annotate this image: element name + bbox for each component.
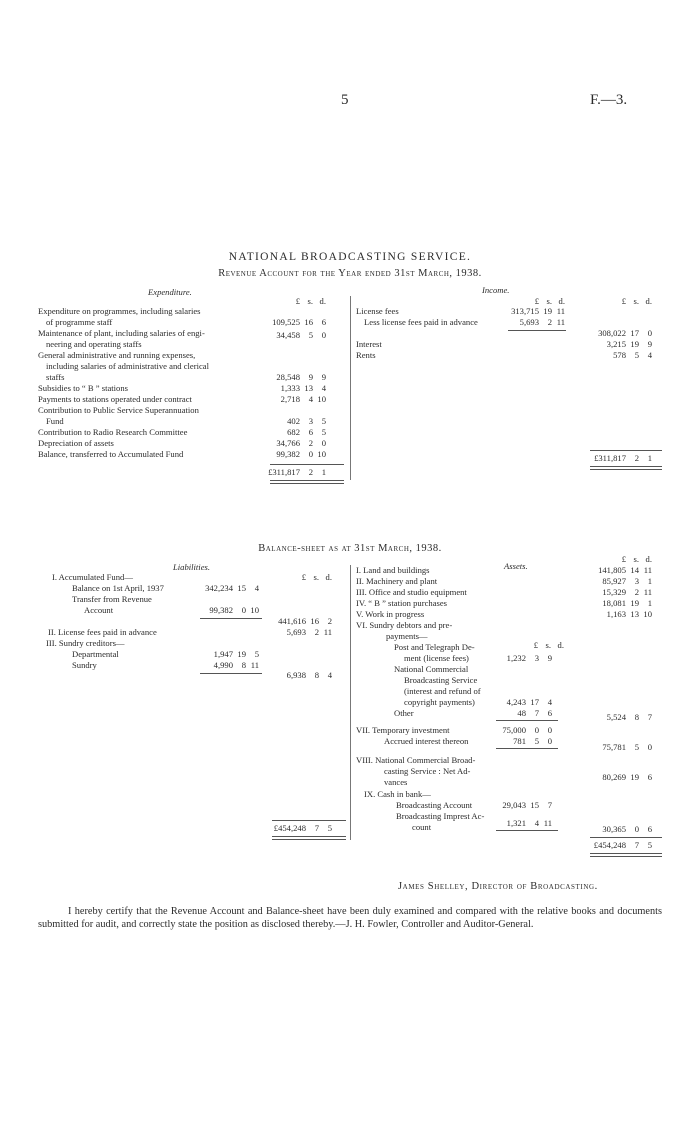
pence-label: d. bbox=[319, 296, 326, 306]
expenditure-amount: 28,548 9 9 bbox=[276, 372, 326, 382]
liabilities-total: £454,248 7 5 bbox=[273, 823, 332, 833]
asset-amount: 1,163 13 10 bbox=[606, 609, 652, 619]
licence-in-advance-amount: 5,693 2 11 bbox=[286, 627, 332, 637]
pounds-label: £ bbox=[534, 296, 539, 306]
expenditure-amount: 99,382 0 10 bbox=[276, 449, 326, 459]
ncbs-advances-label: VIII. National Commercial Broad- casting Service : Net Ad- vances bbox=[356, 755, 476, 787]
expenditure-item: Contribution to Public Service Superannuation Fund bbox=[38, 405, 199, 426]
ncbs-debtor-amount: 4,243 17 4 bbox=[506, 697, 552, 707]
departmental-label: Departmental bbox=[72, 649, 119, 659]
licence-in-advance-label: II. License fees paid in advance bbox=[48, 627, 157, 637]
cash-in-bank-total: 30,365 0 6 bbox=[602, 824, 652, 834]
balance-column-divider bbox=[350, 565, 351, 840]
pounds-label: £ bbox=[295, 296, 300, 306]
liabilities-heading: Liabilities. bbox=[173, 562, 211, 572]
imprest-account-label: Broadcasting Imprest Ac- count bbox=[396, 811, 485, 832]
expenditure-amount: 402 3 5 bbox=[287, 416, 326, 426]
fund-balance-amount: 342,234 15 4 bbox=[205, 583, 259, 593]
accumulated-fund-label: I. Accumulated Fund— bbox=[52, 572, 133, 582]
shillings-label: s. bbox=[633, 296, 639, 306]
expenditure-item: Contribution to Radio Research Committee bbox=[38, 427, 188, 437]
expenditure-item: Subsidies to “ B ” stations bbox=[38, 383, 128, 393]
creditors-subtotal-rule bbox=[200, 673, 262, 674]
fund-transfer-amount: 99,382 0 10 bbox=[209, 605, 259, 615]
income-amount: 3,215 19 9 bbox=[606, 339, 652, 349]
temporary-investment-amount: 75,000 0 0 bbox=[502, 725, 552, 735]
sundry-debtors-label: VI. Sundry debtors and pre- payments— bbox=[356, 620, 453, 641]
assets-currency-header: £ s. d. bbox=[621, 554, 652, 564]
income-net-licence-amount: 308,022 17 0 bbox=[598, 328, 652, 338]
income-total-rule bbox=[590, 450, 662, 451]
income-total: £311,817 2 1 bbox=[594, 453, 652, 463]
temporary-investment-label: VII. Temporary investment bbox=[356, 725, 450, 735]
shillings-label: s. bbox=[307, 296, 313, 306]
pounds-label: £ bbox=[621, 296, 626, 306]
liabilities-total-double-rule bbox=[272, 836, 346, 840]
asset-item: I. Land and buildings bbox=[356, 565, 430, 575]
income-heading: Income. bbox=[482, 285, 510, 295]
expenditure-item: Payments to stations operated under contract bbox=[38, 394, 192, 404]
document-title: NATIONAL BROADCASTING SERVICE. bbox=[228, 251, 472, 263]
broadcasting-account-label: Broadcasting Account bbox=[396, 800, 473, 810]
assets-total-double-rule bbox=[590, 853, 662, 857]
asset-item: IV. “ B ” station purchases bbox=[356, 598, 448, 608]
asset-amount: 18,081 19 1 bbox=[602, 598, 652, 608]
liabilities-total-rule bbox=[272, 820, 346, 821]
post-telegraph-amount: 1,232 3 9 bbox=[506, 653, 552, 663]
income-item: Less license fees paid in advance bbox=[364, 317, 478, 327]
income-item: Interest bbox=[356, 339, 382, 349]
accrued-interest-label: Accrued interest thereon bbox=[384, 736, 469, 746]
assets-total: £454,248 7 5 bbox=[593, 840, 652, 850]
revenue-column-divider bbox=[350, 296, 351, 480]
income-amount: 5,693 2 11 bbox=[519, 317, 565, 327]
page-number: 5 bbox=[341, 92, 349, 108]
fund-transfer-label: Transfer from Revenue Account bbox=[72, 594, 152, 615]
expenditure-item: Depreciation of assets bbox=[38, 438, 114, 448]
income-amount: 313,715 19 11 bbox=[511, 306, 565, 316]
expenditure-item: Expenditure on programmes, including salaries of programme staff bbox=[38, 306, 201, 327]
imprest-account-amount: 1,321 4 11 bbox=[506, 818, 552, 828]
document-reference: F.—3. bbox=[590, 92, 628, 108]
income-total-currency-header bbox=[590, 296, 652, 307]
ncbs-advances-amount: 80,269 19 6 bbox=[602, 772, 652, 782]
expenditure-currency-header bbox=[264, 296, 326, 307]
balance-sheet-heading: Balance-sheet as at 31st March, 1938. bbox=[258, 543, 442, 554]
asset-item: V. Work in progress bbox=[356, 609, 425, 619]
sundry-currency-header: £ s. d. bbox=[533, 640, 564, 650]
pence-label: d. bbox=[645, 296, 652, 306]
expenditure-item: Maintenance of plant, including salaries of engi- neering and operating staffs bbox=[38, 328, 205, 349]
creditors-total: 6,938 8 4 bbox=[286, 670, 332, 680]
temporary-investment-total: 75,781 5 0 bbox=[602, 742, 652, 752]
other-debtors-amount: 48 7 6 bbox=[517, 708, 552, 718]
shillings-label: s. bbox=[546, 296, 552, 306]
asset-amount: 85,927 3 1 bbox=[602, 576, 652, 586]
liabilities-currency-header: £ s. d. bbox=[301, 572, 332, 582]
cash-subtotal-rule bbox=[496, 830, 558, 831]
accrued-interest-amount: 781 5 0 bbox=[513, 736, 552, 746]
ncbs-debtor-label: National Commercial Broadcasting Service (interest and refund of copyright payments) bbox=[394, 664, 481, 707]
income-subtotal-rule bbox=[508, 330, 566, 331]
expenditure-amount: 2,718 4 10 bbox=[280, 394, 326, 404]
assets-heading: Assets. bbox=[504, 561, 528, 571]
expenditure-total: £311,817 2 1 bbox=[268, 467, 326, 477]
fund-balance-label: Balance on 1st April, 1937 bbox=[72, 583, 164, 593]
pence-label: d. bbox=[558, 296, 565, 306]
expenditure-total-double-rule bbox=[270, 480, 344, 484]
investment-subtotal-rule bbox=[496, 748, 558, 749]
expenditure-heading: Expenditure. bbox=[148, 287, 192, 297]
expenditure-item: General administrative and running expenses, including salaries of administrative and clerical staffs bbox=[38, 350, 209, 382]
cash-in-bank-label: IX. Cash in bank— bbox=[364, 789, 431, 799]
asset-item: III. Office and studio equipment bbox=[356, 587, 467, 597]
expenditure-amount: 109,525 16 6 bbox=[272, 317, 326, 327]
income-total-double-rule bbox=[590, 466, 662, 470]
fund-subtotal-rule bbox=[200, 618, 262, 619]
expenditure-total-rule bbox=[270, 464, 344, 465]
sundry-creditors-label: III. Sundry creditors— bbox=[46, 638, 125, 648]
expenditure-amount: 682 6 5 bbox=[287, 427, 326, 437]
asset-item: II. Machinery and plant bbox=[356, 576, 438, 586]
expenditure-item: Balance, transferred to Accumulated Fund bbox=[38, 449, 184, 459]
revenue-account-heading: Revenue Account for the Year ended 31st March, 1938. bbox=[218, 268, 482, 279]
income-item: License fees bbox=[356, 306, 399, 316]
income-item: Rents bbox=[356, 350, 376, 360]
auditor-certificate: I hereby certify that the Revenue Account and Balance-sheet have been duly examined and compared with the relative books and documents submitted for audit, and correctly state the position as disclosed thereby.—J. H. Fowler, Controller and Auditor-General. bbox=[38, 906, 662, 930]
sundry-label: Sundry bbox=[72, 660, 97, 670]
assets-total-rule bbox=[590, 837, 662, 838]
broadcasting-account-amount: 29,043 15 7 bbox=[502, 800, 552, 810]
sundry-subtotal-rule bbox=[496, 720, 558, 721]
sundry-amount: 4,990 8 11 bbox=[213, 660, 259, 670]
expenditure-amount: 34,766 2 0 bbox=[276, 438, 326, 448]
sundry-debtors-total: 5,524 8 7 bbox=[606, 712, 652, 722]
expenditure-amount: 1,333 13 4 bbox=[280, 383, 326, 393]
asset-amount: 141,805 14 11 bbox=[598, 565, 652, 575]
departmental-amount: 1,947 19 5 bbox=[213, 649, 259, 659]
other-debtors-label: Other bbox=[394, 708, 414, 718]
post-telegraph-label: Post and Telegraph De- ment (license fees) bbox=[394, 642, 475, 663]
asset-amount: 15,329 2 11 bbox=[602, 587, 652, 597]
fund-total: 441,616 16 2 bbox=[278, 616, 332, 626]
expenditure-amount: 34,458 5 0 bbox=[276, 330, 326, 340]
director-signature: James Shelley, Director of Broadcasting. bbox=[398, 881, 598, 892]
income-amount: 578 5 4 bbox=[613, 350, 652, 360]
